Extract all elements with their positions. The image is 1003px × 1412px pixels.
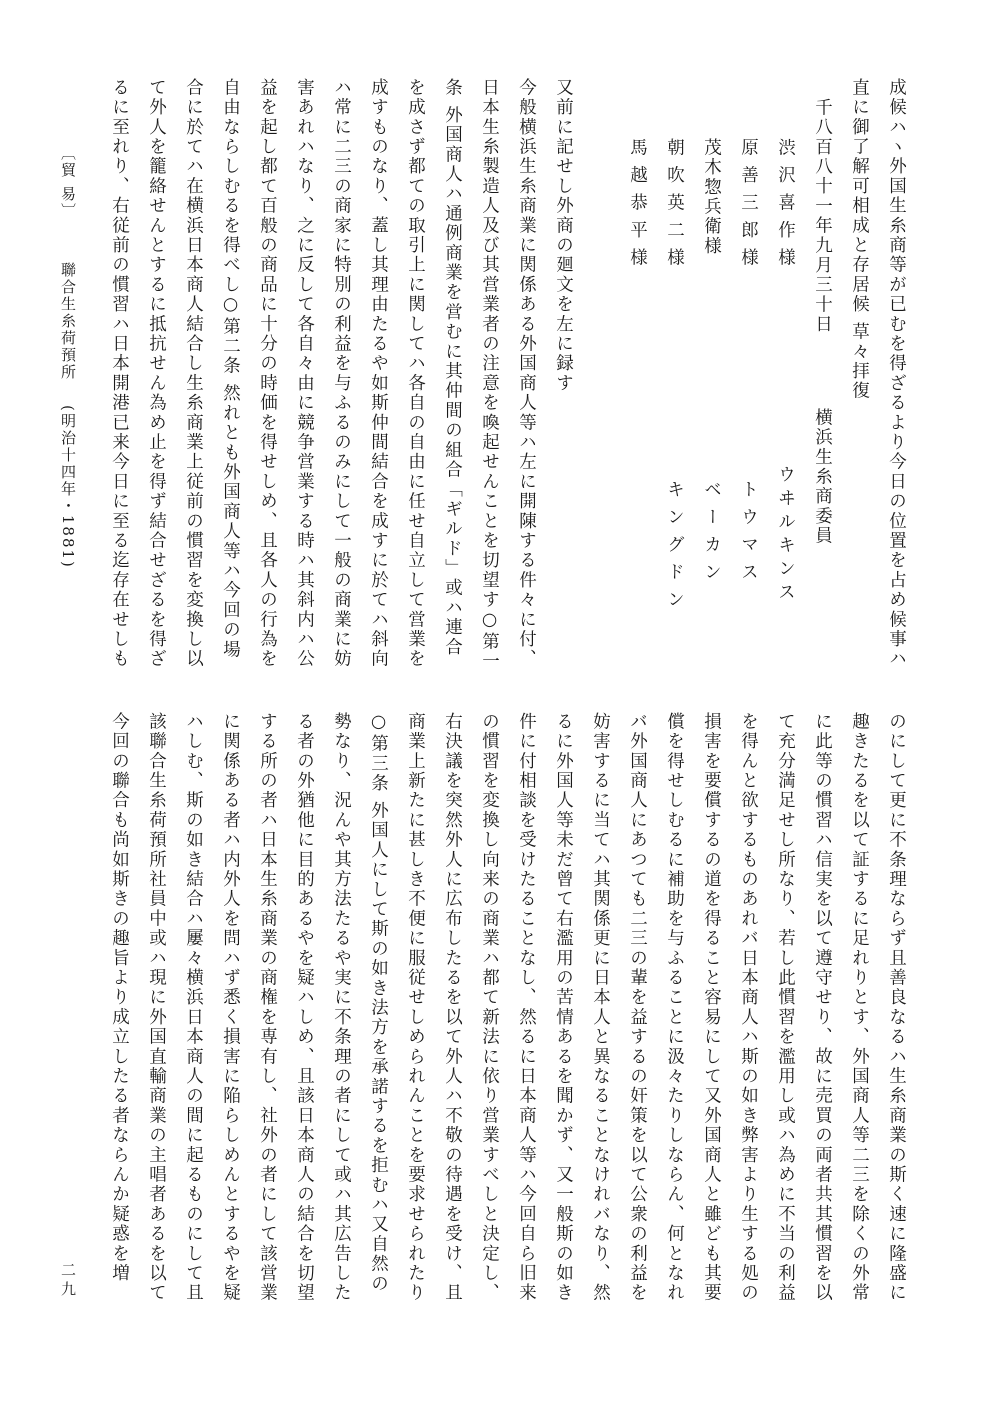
footer-category: 〔貿 易〕	[59, 145, 77, 220]
text-column: の慣習を変換し向来の商業ハ都て新法に依り営業すべしと決定し、	[479, 712, 500, 1303]
text-column: るに至れり、右従前の慣習ハ日本開港已来今日に至る迄存在せしも	[109, 78, 130, 669]
text-column: のにして更に不条理ならず且善良なるハ生糸商業の斯く速に隆盛に	[886, 712, 907, 1303]
text-column: に関係ある者ハ内外人を問ハず悉く損害に陥らしめんとするやを疑	[220, 712, 241, 1303]
text-column: て充分満足せし所なり、若し此慣習を濫用し或ハ為めに不当の利益	[775, 712, 796, 1303]
text-column: るに外国人等未だ曾て右濫用の苦情あるを聞かず、又一般斯の如き	[553, 712, 574, 1303]
text-column: 直に御了解可相成と存居候 草々拝復	[849, 78, 870, 401]
text-column: 条 外国商人ハ通例商業を営むに其仲間の組合「ギルド」或ハ連合	[442, 78, 463, 658]
text-column: 害あれハなり、之に反して各自々由に競争営業する時ハ其斜内ハ公	[294, 78, 315, 669]
text-column: 自由ならしむるを得べし○第二条 然れとも外国商人等ハ今回の場	[220, 78, 241, 660]
text-column: 日本生糸製造人及び其営業者の注意を喚起せんことを切望す○第一	[479, 78, 500, 672]
text-column: て外人を籠絡せんとするに抵抗せん為め止を得ず結合せざるを得ざ	[146, 78, 167, 669]
text-column: 損害を要償するの道を得ること容易にして又外国商人と雖ども其要	[701, 712, 722, 1303]
text-column: ハしむ、斯の如き結合ハ屢々横浜日本商人の間に起るものにして且	[183, 712, 204, 1303]
recipient-name: 馬 越 恭 平 様	[627, 138, 648, 268]
text-column: 成候ハヽ外国生糸商等が已むを得ざるより今日の位置を占め候事ハ	[886, 78, 907, 669]
text-column: 該聯合生糸荷預所社員中或ハ現に外国直輸商業の主唱者あるを以て	[146, 712, 167, 1303]
text-column: る者の外猶他に目的あるやを疑ハしめ、且該日本商人の結合を切望	[294, 712, 315, 1303]
signatory-name: トウマス	[738, 480, 759, 590]
signatory-name: ベーカン	[701, 480, 722, 590]
text-column: 趣きたるを以て証するに足れりとす、外国商人等二三を除くの外常	[849, 712, 870, 1303]
footer-source: 聯合生糸荷預所	[59, 262, 77, 381]
text-column: 合に於てハ在横浜日本商人結合し生糸商業上従前の慣習を変換し以	[183, 78, 204, 669]
signatory-name: キングドン	[664, 480, 685, 618]
letter-sender: 横浜生糸商委員	[812, 408, 833, 546]
text-column: 勢なり、況んや其方法たるや実に不条理の者にして或ハ其広告した	[331, 712, 352, 1303]
text-column: 今回の聯合も尚如斯きの趣旨より成立したる者ならんか疑惑を増	[109, 712, 130, 1284]
text-column: に此等の慣習ハ信実を以て遵守せり、故に売買の両者共其慣習を以	[812, 712, 833, 1303]
signatory-name: ウヰルキンス	[775, 465, 796, 606]
text-column: ハ常に二三の商家に特別の利益を与ふるのみにして一般の商業に妨	[331, 78, 352, 669]
text-column: 妨害するに当てハ其関係更に日本人と異なることなけれバなり、然	[590, 712, 611, 1303]
recipient-name: 朝 吹 英 二 様	[664, 138, 685, 268]
text-column: 償を得せしむるに補助を与ふることに汲々たりしならん、何となれ	[664, 712, 685, 1303]
footer-era: (明治十四年・1881)	[59, 405, 77, 569]
letter-date: 千八百八十一年九月三十日	[812, 98, 833, 335]
recipient-name: 渋 沢 喜 作 様	[775, 138, 796, 268]
recipient-name: 茂木惣兵衛様	[701, 138, 722, 257]
text-column: 今般横浜生糸商業に関係ある外国商人等ハ左に開陳する件々に付、	[516, 78, 537, 669]
text-column: 益を起し都て百般の商品に十分の時価を得せしめ、且各人の行為を	[257, 78, 278, 669]
text-column: を成さず都ての取引上に関してハ各自の自由に任せ自立して営業を	[405, 78, 426, 669]
text-column: ○第三条 外国人にして斯の如き法方を承諾するを拒むハ又自然の	[368, 712, 389, 1294]
text-column: バ外国商人にあつても二三の輩を益するの奸策を以て公衆の利益を	[627, 712, 648, 1303]
section-heading: 又前に記せし外商の廻文を左に録す	[553, 78, 574, 394]
recipient-name: 原 善 三 郎 様	[738, 138, 759, 268]
text-column: 商業上新たに甚しき不便に服従せしめられんことを要求せられたり	[405, 712, 426, 1303]
text-column: 成すものなり、蓋し其理由たるや如斯仲間結合を成すに於てハ斜向	[368, 78, 389, 669]
text-column: 件に付相談を受けたることなし、然るに日本商人等ハ今回自ら旧来	[516, 712, 537, 1303]
text-column: 右決議を突然外人に広布したるを以て外人ハ不敬の待遇を受け、且	[442, 712, 463, 1303]
text-column: する所の者ハ日本生糸商業の商権を専有し、社外の者にして該営業	[257, 712, 278, 1303]
text-column: を得んと欲するものあれバ日本商人ハ斯の如き弊害より生する処の	[738, 712, 759, 1303]
page-number: 二九	[59, 1262, 77, 1300]
